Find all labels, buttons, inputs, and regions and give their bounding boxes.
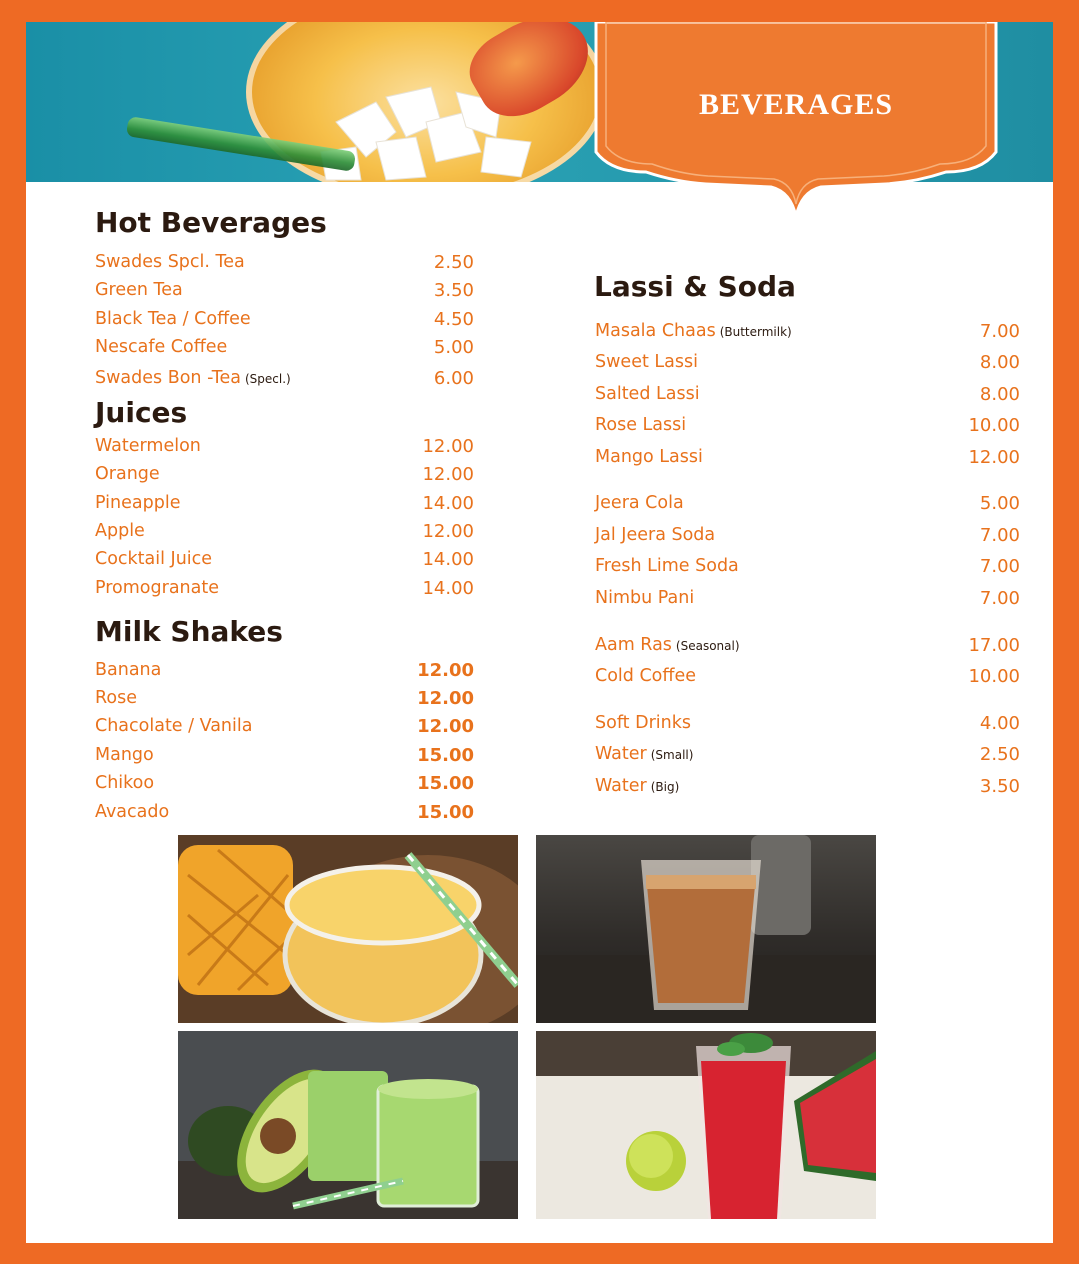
- menu-item-name: Sweet Lassi: [595, 352, 698, 372]
- menu-item-price: 15.00: [417, 773, 474, 794]
- menu-item-name: Salted Lassi: [595, 384, 700, 404]
- avocado-shake-photo: [178, 1031, 518, 1219]
- menu-item-price: 4.50: [433, 309, 474, 330]
- menu-item-name: Watermelon: [95, 436, 201, 456]
- menu-item-name: Masala Chaas (Buttermilk): [595, 321, 792, 341]
- section-title-hot-beverages: Hot Beverages: [95, 206, 327, 239]
- menu-item-name: Black Tea / Coffee: [95, 309, 251, 329]
- menu-item-name: Apple: [95, 521, 145, 541]
- menu-item-price: 10.00: [968, 666, 1020, 687]
- menu-item-price: 7.00: [979, 588, 1020, 609]
- menu-item-price: 12.00: [422, 521, 474, 542]
- menu-item-note: (Buttermilk): [719, 325, 792, 339]
- menu-item-note: (Small): [650, 748, 694, 762]
- menu-item-name: Banana: [95, 660, 162, 680]
- menu-item-name: Swades Spcl. Tea: [95, 252, 245, 272]
- menu-item-name: Promogranate: [95, 578, 219, 598]
- menu-item-name: Avacado: [95, 802, 170, 822]
- menu-item-price: 14.00: [422, 578, 474, 599]
- menu-item-name: Cold Coffee: [595, 666, 696, 686]
- menu-item-name: Aam Ras (Seasonal): [595, 635, 740, 655]
- menu-item-price: 15.00: [417, 802, 474, 823]
- menu-item-price: 12.00: [968, 447, 1020, 468]
- menu-item-name: Cocktail Juice: [95, 549, 213, 569]
- menu-item-note: (Specl.): [244, 372, 291, 386]
- menu-item-name: Jeera Cola: [595, 493, 684, 513]
- menu-item-name: Chacolate / Vanila: [95, 716, 253, 736]
- menu-item-price: 12.00: [417, 716, 474, 737]
- menu-item-name: Green Tea: [95, 280, 183, 300]
- menu-item-note: (Seasonal): [675, 639, 740, 653]
- menu-item-name: Water (Big): [595, 776, 680, 796]
- menu-item-price: 3.50: [979, 776, 1020, 797]
- menu-item-price: 14.00: [422, 493, 474, 514]
- menu-item-price: 10.00: [968, 415, 1020, 436]
- menu-item-price: 3.50: [433, 280, 474, 301]
- masala-tea-photo: [536, 835, 876, 1023]
- page-title: BEVERAGES: [698, 88, 894, 121]
- menu-item-price: 2.50: [433, 252, 474, 273]
- menu-item-name: Pineapple: [95, 493, 181, 513]
- menu-item-price: 12.00: [417, 688, 474, 709]
- menu-item-name: Nescafe Coffee: [95, 337, 228, 357]
- menu-item-price: 7.00: [979, 321, 1020, 342]
- section-title-lassi-soda: Lassi & Soda: [594, 270, 796, 303]
- menu-item-price: 8.00: [979, 352, 1020, 373]
- menu-item-price: 15.00: [417, 745, 474, 766]
- section-title-juices: Juices: [95, 396, 188, 429]
- menu-item-price: 12.00: [422, 436, 474, 457]
- menu-item-name: Nimbu Pani: [595, 588, 695, 608]
- menu-item-name: Rose Lassi: [595, 415, 687, 435]
- menu-item-name: Jal Jeera Soda: [595, 525, 716, 545]
- menu-item-price: 7.00: [979, 556, 1020, 577]
- menu-item-name: Soft Drinks: [595, 713, 691, 733]
- menu-item-name: Rose: [95, 688, 137, 708]
- title-badge-shape: [586, 22, 1006, 222]
- menu-item-price: 5.00: [433, 337, 474, 358]
- menu-item-name: Orange: [95, 464, 160, 484]
- menu-item-price: 4.00: [979, 713, 1020, 734]
- menu-item-note: (Big): [650, 780, 680, 794]
- mango-shake-photo: [178, 835, 518, 1023]
- menu-item-name: Chikoo: [95, 773, 155, 793]
- menu-item-name: Mango: [95, 745, 154, 765]
- menu-item-price: 6.00: [433, 368, 474, 389]
- menu-item-price: 2.50: [979, 744, 1020, 765]
- menu-item-price: 5.00: [979, 493, 1020, 514]
- menu-item-name: Fresh Lime Soda: [595, 556, 739, 576]
- menu-item-name: Water (Small): [595, 744, 694, 764]
- section-title-milk-shakes: Milk Shakes: [95, 615, 283, 648]
- menu-item-price: 14.00: [422, 549, 474, 570]
- menu-item-name: Swades Bon -Tea (Specl.): [95, 368, 291, 388]
- menu-item-price: 8.00: [979, 384, 1020, 405]
- menu-page: [26, 22, 1053, 1243]
- menu-item-name: Mango Lassi: [595, 447, 703, 467]
- watermelon-juice-photo: [536, 1031, 876, 1219]
- menu-item-price: 12.00: [422, 464, 474, 485]
- menu-item-price: 12.00: [417, 660, 474, 681]
- menu-item-price: 17.00: [968, 635, 1020, 656]
- menu-item-price: 7.00: [979, 525, 1020, 546]
